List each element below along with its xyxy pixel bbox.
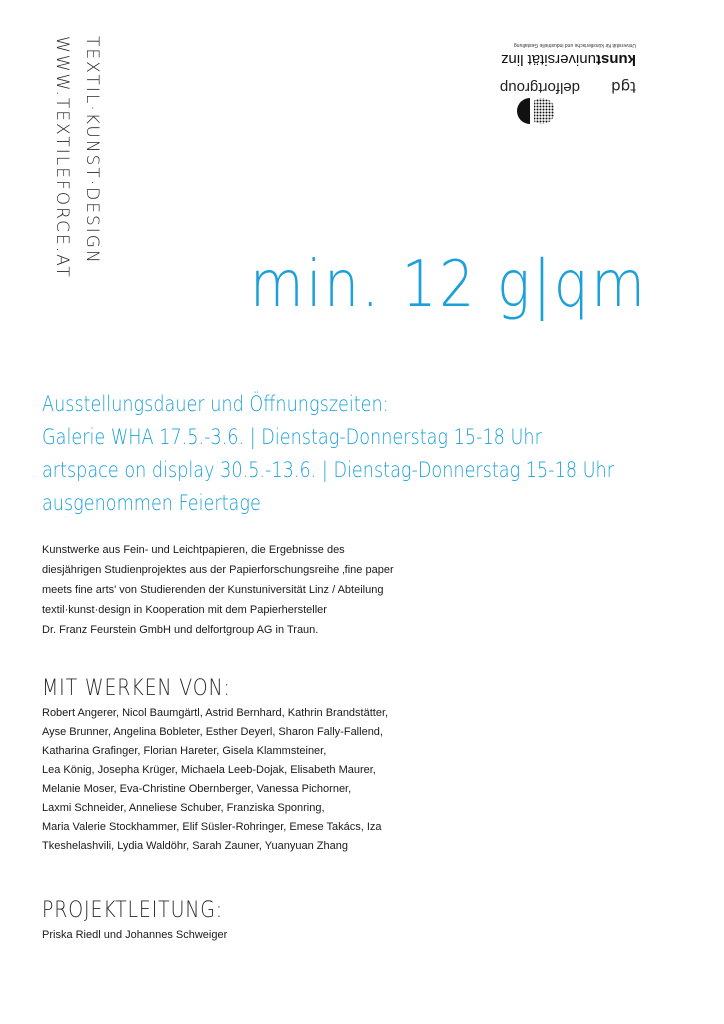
- description: [42, 540, 462, 640]
- side-website: WWW.TEXTILEFORCE.AT: [52, 36, 72, 279]
- werke-heading: MIT WERKEN VON:: [42, 676, 231, 701]
- artist-line: Tkeshelashvili, Lydia Waldöhr, Sarah Zauner, Yuanyuan Zhang: [42, 840, 348, 852]
- side-vertical-text: [50, 36, 104, 279]
- description-line: meets fine arts' von Studierenden der Kunstuniversität Linz / Abteilung: [42, 584, 384, 596]
- logo-kunst: kunst: [595, 51, 636, 68]
- kunstuniversitaet-logo: [501, 42, 636, 68]
- artist-line: Robert Angerer, Nicol Baumgärtl, Astrid Bernhard, Kathrin Brandstätter,: [42, 707, 389, 719]
- artist-line: Maria Valerie Stockhammer, Elif Süsler-Rohringer, Emese Takács, Iza: [42, 821, 382, 833]
- projektleitung-names: Priska Riedl und Johannes Schweiger: [42, 929, 228, 941]
- info-line: ausgenommen Feiertage: [42, 491, 261, 515]
- tgd-logo: tgd: [611, 78, 636, 96]
- description-line: diesjährigen Studienprojektes aus der Papierforschungsreihe ‚fine paper: [42, 564, 394, 576]
- info-line: Galerie WHA 17.5.-3.6. | Dienstag-Donnerstag 15-18 Uhr: [42, 425, 542, 449]
- artist-line: Melanie Moser, Eva-Christine Obernberger, Vanessa Pichorner,: [42, 783, 352, 795]
- exhibition-title: min. 12 g|qm: [250, 248, 648, 322]
- info-line: artspace on display 30.5.-13.6. | Dienstag-Donnerstag 15-18 Uhr: [42, 458, 615, 482]
- delfort-logo-icon: [514, 96, 554, 126]
- artist-line: Lea König, Josepha Krüger, Michaela Leeb-Dojak, Elisabeth Maurer,: [42, 764, 376, 776]
- delfortgroup-logo: delfortgroup: [499, 79, 580, 96]
- info-line: Ausstellungsdauer und Öffnungszeiten:: [42, 392, 389, 416]
- side-textil-kunst-design: TEXTIL·KUNST·DESIGN: [82, 36, 102, 265]
- artist-list: [42, 704, 442, 856]
- description-line: Dr. Franz Feurstein GmbH und delfortgroup AG in Traun.: [42, 624, 319, 636]
- artist-line: Ayse Brunner, Angelina Bobleter, Esther Deyerl, Sharon Fally-Fallend,: [42, 726, 383, 738]
- description-line: textil·kunst·design in Kooperation mit dem Papierhersteller: [42, 604, 327, 616]
- artist-line: Katharina Grafinger, Florian Hareter, Gisela Klammsteiner,: [42, 745, 327, 757]
- logo-tagline: Universität für künstlerische und industrielle Gestaltung: [513, 42, 636, 48]
- exhibition-info: [42, 388, 614, 520]
- projektleitung-heading: PROJEKTLEITUNG:: [42, 898, 224, 923]
- logo-universitaet: universität linz: [500, 51, 596, 68]
- logos-block: [500, 28, 636, 124]
- artist-line: Laxmi Schneider, Anneliese Schuber, Franziska Sponring,: [42, 802, 325, 814]
- description-line: Kunstwerke aus Fein- und Leichtpapieren, die Ergebnisse des: [42, 544, 345, 556]
